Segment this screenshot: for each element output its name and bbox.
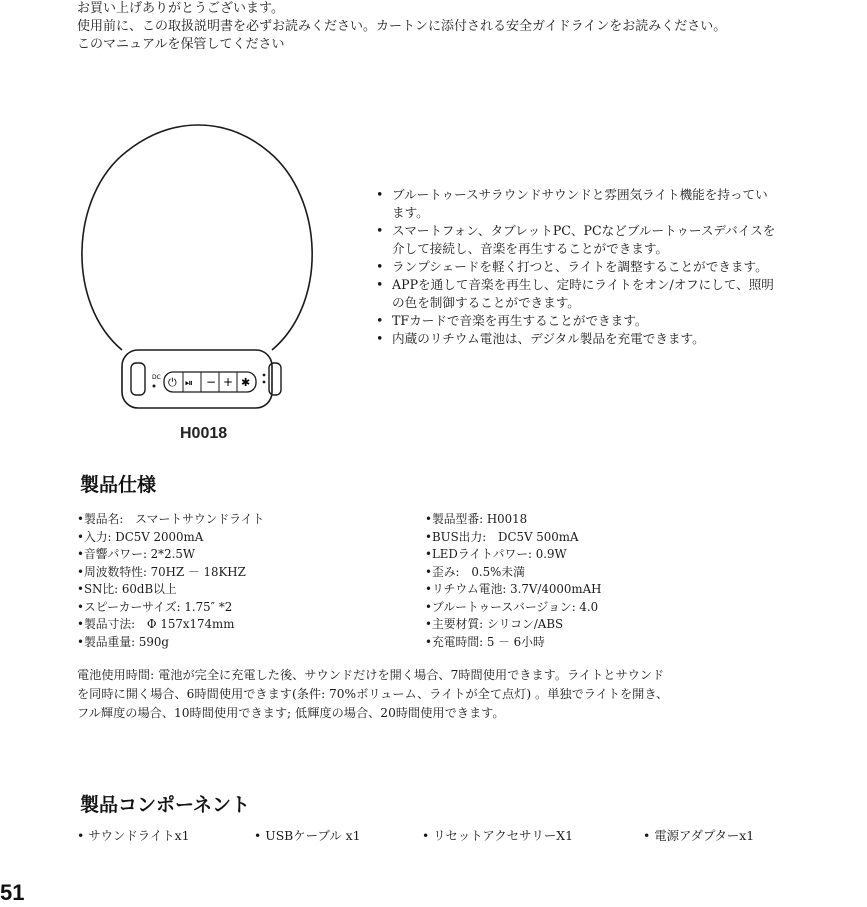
intro-line: このマニュアルを保管してください [77,37,285,52]
component-item: • リセットアクセサリーX1 [422,828,573,843]
volume-up-button-icon: + [223,375,234,389]
model-label: H0018 [180,425,228,442]
spec-item: •LEDライトパワー: 0.9W [425,547,567,561]
spec-item: •リチウム電池: 3.7V/4000mAH [425,582,602,596]
light-button-icon: ✱ [241,376,251,389]
svg-text:DC: DC [152,374,161,381]
battery-line: フル輝度の場合、10時間使用できます; 低輝度の場合、20時間使用できます。 [77,706,505,720]
spec-item: •製品寸法: Φ 157x174mm [77,617,235,631]
spec-item: •音響パワー: 2*2.5W [77,547,195,561]
components-heading: 製品コンポーネント [80,794,251,816]
page-number: 51 [0,880,25,905]
specs-left-column [77,511,264,651]
spec-item: •BUS出力: DC5V 500mA [425,529,579,544]
spec-item: •スピーカーサイズ: 1.75″ *2 [77,599,233,614]
spec-item: •歪み: 0.5%未満 [425,564,525,579]
spec-item: •主要材質: シリコン/ABS [425,617,564,631]
feature-item: • 内蔵のリチウム電池は、デジタル製品を充電できます。 [368,330,863,348]
battery-line: を同時に開く場合、6時間使用できます(条件: 70%ボリューム、ライトが全て点灯) 。単独でライトを開き、 [77,687,669,701]
spec-item: •入力: DC5V 2000mA [77,529,204,544]
spec-item: •周波数特性: 70HZ － 18KHZ [77,564,246,579]
feature-list [368,186,863,348]
battery-line: 電池使用時間: 電池が完全に充電した後、サウンドだけを開く場合、7時間使用できます。ライトとサウンド [77,668,665,682]
spec-item: •ブルートゥースバージョン: 4.0 [425,599,599,614]
component-item: • USBケーブル x1 [254,828,361,843]
specs-right-column [425,511,601,651]
feature-item: • APPを通して音楽を再生し、定時にライトをオン/オフにして、照明 の色を制御することができます。 [368,276,863,312]
battery-usage-note [77,666,862,723]
power-button-icon: ⏻ [168,376,177,389]
feature-item: • スマートフォン、タブレットPC、PCなどブルートゥースデバイスを 介して接続し、音楽を再生することができます。 [368,222,863,258]
spec-item: •製品型番: H0018 [425,512,528,526]
component-item: • サウンドライトx1 [77,828,190,843]
component-item: • 電源アダプターx1 [643,828,755,843]
intro-text [77,0,726,54]
spec-item: •SN比: 60dB以上 [77,582,177,596]
spec-item: •製品重量: 590g [77,634,169,649]
product-illustration [76,118,316,414]
feature-item: • TFカードで音楽を再生することができます。 [368,312,863,330]
volume-down-button-icon: − [206,375,217,389]
feature-item: • ブルートゥースサラウンドサウンドと雰囲気ライト機能を持ってい ます。 [368,186,863,222]
specs-heading: 製品仕様 [80,474,157,496]
intro-line: お買い上げありがとうございます。 [77,1,284,16]
feature-item: • ランプシェードを軽く打つと、ライトを調整することができます。 [368,258,863,276]
spec-item: •充電時間: 5 － 6小時 [425,634,545,649]
intro-line: 使用前に、この取扱説明書を必ずお読みください。カートンに添付される安全ガイドラインをお読みください。 [77,19,727,34]
spec-item: •製品名: スマートサウンドライト [77,512,265,526]
play-pause-button-icon: ⏯ [185,378,193,389]
